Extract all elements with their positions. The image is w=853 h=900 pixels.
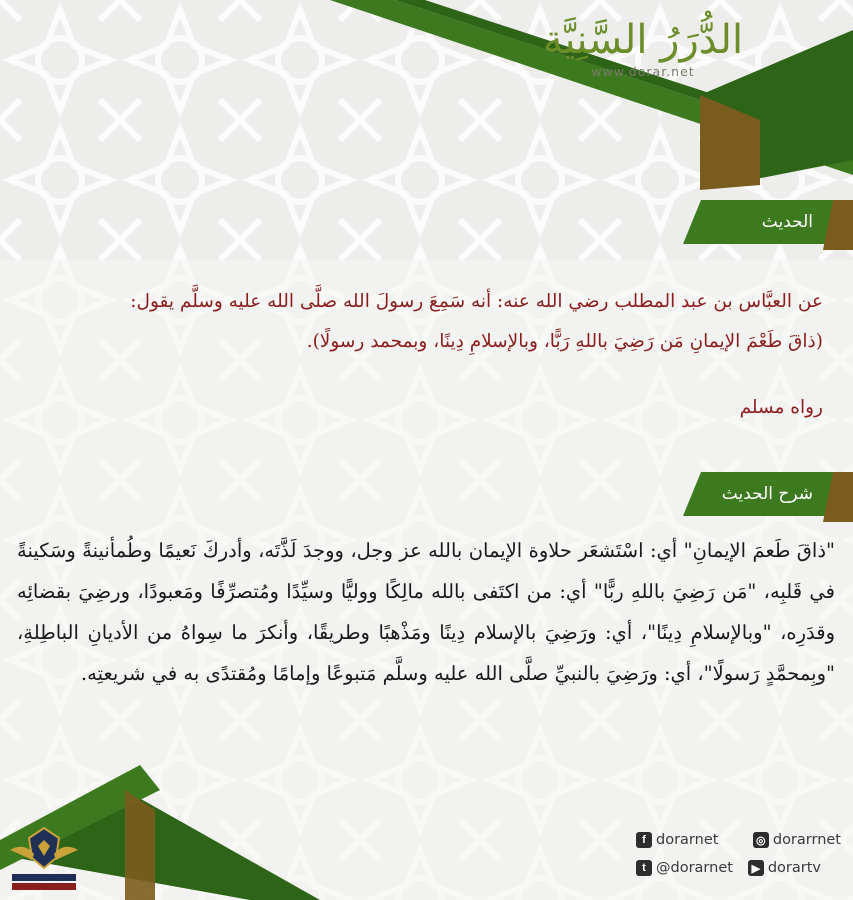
hadith-section-tab: [683, 200, 853, 250]
instagram-handle: dorarrnet: [772, 832, 841, 848]
site-logo[interactable]: [533, 18, 753, 79]
explanation-text: "ذاقَ طَعمَ الإيمانِ" أي: اسْتَشعَر حلاوة الإيمان بالله عز وجل، ووجدَ لَذَّتَه، وأدركَ نَعيمًا وطُمأنينةً وسَكينةً في قَلبِه، "مَن رَضِيَ باللهِ ربًّا" أي: من اكتَفى بالله مالِكًا ووليًّا وسيِّدًا ومُتصرِّفًا ومَعبودًا، ورضِيَ بقضائِه وقدَرِه، "وبالإسلامِ دِينًا"، أي: ورَضِيَ بالإسلام دِينًا ومَذْهبًا وطريقًا، وأنكرَ ما سِواهُ من الأديانِ الباطِلةِ، "وبِمحمَّدٍ رَسولًا"، أي: ورَضِيَ بالنبيِّ صلَّى الله عليه وسلَّم مَتبوعًا وإمامًا ومُقتدًى به في شريعتِه.: [17, 539, 835, 685]
narrator-attribution: رواه مسلم: [739, 397, 823, 418]
facebook-handle: dorarnet: [656, 832, 719, 848]
instagram-icon: ◎: [753, 832, 769, 848]
twitter-link[interactable]: [636, 860, 733, 876]
hadith-text: [23, 282, 823, 362]
youtube-icon: ▶: [748, 860, 764, 876]
explanation-section-tab: [683, 472, 853, 522]
logo-url: www.dorar.net: [591, 64, 695, 79]
youtube-handle: dorartv: [767, 860, 821, 876]
explanation-section-label: شرح الحديث: [721, 484, 813, 504]
twitter-icon: t: [636, 860, 652, 876]
facebook-link[interactable]: [636, 832, 718, 848]
social-links: [636, 832, 841, 882]
logo-title: الدُّرَرُ السَّنِيَّة: [542, 17, 744, 63]
instagram-link[interactable]: [753, 832, 841, 848]
hadith-section-label: الحديث: [761, 212, 813, 232]
forum-badge-logo: [4, 820, 84, 896]
hadith-line-2: (ذاقَ طَعْمَ الإيمانِ مَن رَضِيَ باللهِ رَبًّا، وبالإسلامِ دِينًا، وبمحمد رسولًا).: [306, 331, 823, 352]
hadith-line-1: عن العبَّاس بن عبد المطلب رضي الله عنه: أنه سَمِعَ رسولَ الله صلَّى الله عليه وسلَّم يقول:: [130, 291, 823, 312]
facebook-icon: f: [636, 832, 652, 848]
youtube-link[interactable]: [748, 860, 821, 876]
twitter-handle: @dorarnet: [656, 860, 733, 876]
